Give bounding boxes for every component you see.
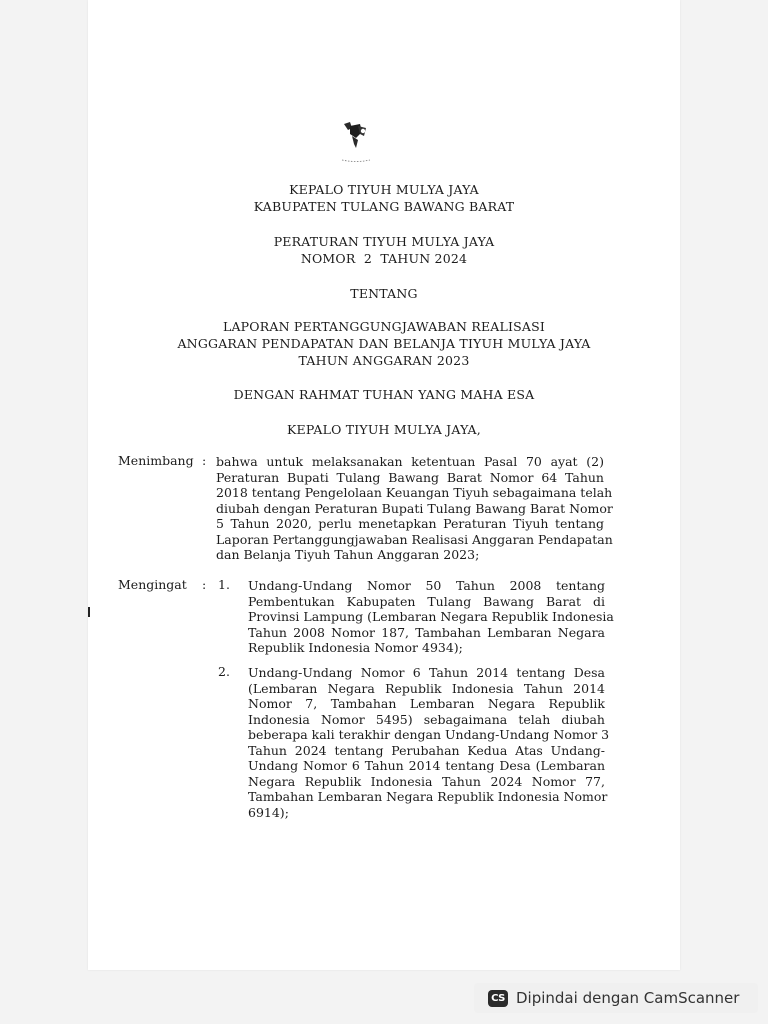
paragraph-line: (Lembaran Negara Republik Indonesia Tahun 2014 (248, 680, 605, 696)
paragraph-line: Republik Indonesia Nomor 4934); (248, 640, 463, 655)
header-line-2: KABUPATEN TULANG BAWANG BARAT (253, 199, 515, 214)
subject-line-1: LAPORAN PERTANGGUNGJAWABAN REALISASI (222, 319, 546, 334)
paragraph-line: Undang-Undang Nomor 6 Tahun 2014 tentang Desa (248, 665, 605, 680)
regulation-number: NOMOR 2 TAHUN 2024 (300, 251, 468, 266)
paragraph-line: Nomor 7, Tambahan Lembaran Negara Republik (248, 696, 605, 711)
paragraph-line: bahwa untuk melaksanakan ketentuan Pasal 70 ayat (2) (216, 454, 604, 469)
mengingat-item-2 (248, 665, 610, 820)
invocation: DENGAN RAHMAT TUHAN YANG MAHA ESA (233, 387, 535, 402)
subject-line-2: ANGGARAN PENDAPATAN DAN BELANJA TIYUH MULYA JAYA (177, 336, 591, 351)
paragraph-line: Tahun 2024 tentang Perubahan Kedua Atas Undang- (248, 742, 605, 758)
camscanner-watermark (474, 983, 758, 1013)
paragraph-line: Negara Republik Indonesia Tahun 2024 Nomor 77, (248, 773, 605, 789)
mengingat-label: Mengingat (118, 577, 187, 592)
regulation-title: PERATURAN TIYUH MULYA JAYA (273, 234, 495, 249)
paragraph-line: Indonesia Nomor 5495) sebagaimana telah diubah (248, 711, 605, 727)
paragraph-line: Pembentukan Kabupaten Tulang Bawang Barat di (248, 593, 605, 609)
paragraph-line: 6914); (248, 804, 289, 820)
regency-emblem-icon (336, 118, 376, 166)
paragraph-line: Undang Nomor 6 Tahun 2014 tentang Desa (Lembaran (248, 758, 605, 773)
menimbang-label: Menimbang (118, 453, 194, 468)
menimbang-paragraph (216, 454, 613, 563)
paragraph-line: dan Belanja Tiyuh Tahun Anggaran 2023; (216, 547, 480, 562)
paragraph-line: Tahun 2008 Nomor 187, Tambahan Lembaran Negara (248, 624, 605, 640)
paragraph-line: Tambahan Lembaran Negara Republik Indonesia Nomor (248, 789, 608, 804)
scan-edge-mark (88, 607, 90, 617)
authority-title: KEPALO TIYUH MULYA JAYA, (287, 422, 481, 437)
subject-line-3: TAHUN ANGGARAN 2023 (298, 353, 470, 368)
mengingat-item-1 (248, 578, 614, 656)
camscanner-icon: CS (488, 990, 508, 1007)
paragraph-line: Undang-Undang Nomor 50 Tahun 2008 tentang (248, 578, 605, 593)
regulation-about: TENTANG (350, 286, 418, 301)
paragraph-line: Laporan Pertanggungjawaban Realisasi Anggaran Pendapatan (216, 531, 613, 547)
header-line-1: KEPALO TIYUH MULYA JAYA (289, 182, 479, 197)
paragraph-line: beberapa kali terakhir dengan Undang-Undang Nomor 3 (248, 727, 610, 742)
mengingat-colon: : (202, 577, 207, 592)
menimbang-colon: : (202, 453, 207, 468)
mengingat-item-1-number: 1. (218, 577, 230, 592)
paragraph-line: Provinsi Lampung (Lembaran Negara Republik Indonesia (248, 609, 614, 624)
paragraph-line: Peraturan Bupati Tulang Bawang Barat Nomor 64 Tahun (216, 469, 604, 485)
paragraph-line: 5 Tahun 2020, perlu menetapkan Peraturan Tiyuh tentang (216, 516, 604, 531)
mengingat-item-2-number: 2. (218, 664, 230, 679)
paragraph-line: 2018 tentang Pengelolaan Keuangan Tiyuh sebagaimana telah (216, 485, 613, 500)
camscanner-label: Dipindai dengan CamScanner (516, 989, 740, 1007)
paragraph-line: diubah dengan Peraturan Bupati Tulang Bawang Barat Nomor (216, 500, 613, 516)
